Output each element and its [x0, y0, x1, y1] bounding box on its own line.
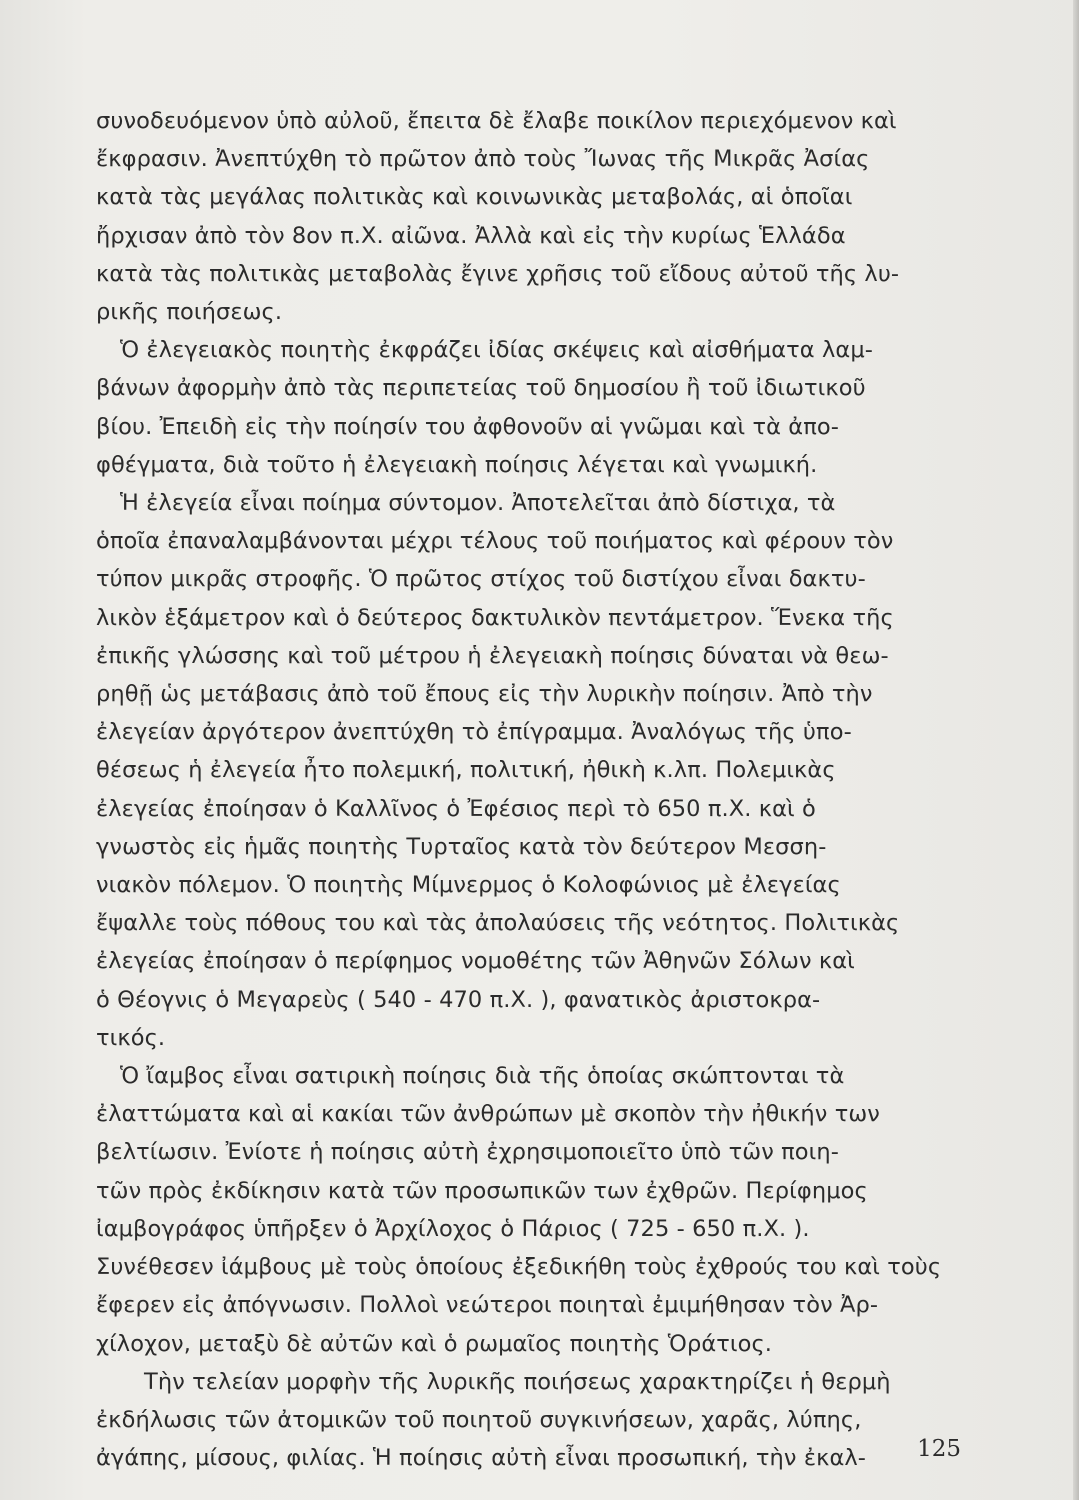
paragraph-1 — [96, 102, 958, 331]
body-text — [96, 102, 958, 1477]
text-line: ἔφερεν εἰς ἀπόγνωσιν. Πολλοὶ νεώτεροι ποιηταὶ ἐμιμήθησαν τὸν Ἀρ- — [96, 1292, 879, 1319]
text-line: ὁ Θέογνις ὁ Μεγαρεὺς ( 540 - 470 π.Χ. ), φανατικὸς ἀριστοκρα- — [96, 986, 821, 1013]
paragraph-4 — [96, 1057, 958, 1363]
text-line: Ὁ ἐλεγειακὸς ποιητὴς ἐκφράζει ἰδίας σκέψεις καὶ αἰσθήματα λαμ- — [120, 337, 873, 364]
text-line: ἐπικῆς γλώσσης καὶ τοῦ μέτρου ἡ ἐλεγειακὴ ποίησις δύναται νὰ θεω- — [96, 642, 889, 669]
page-edge-shadow — [1073, 0, 1079, 1500]
paragraph-2 — [96, 331, 958, 484]
text-line: τύπον μικρᾶς στροφῆς. Ὁ πρῶτος στίχος τοῦ διστίχου εἶναι δακτυ- — [96, 566, 866, 593]
text-line: γνωστὸς εἰς ἡμᾶς ποιητὴς Τυρταῖος κατὰ τὸν δεύτερον Μεσση- — [96, 833, 827, 860]
text-line: κατὰ τὰς μεγάλας πολιτικὰς καὶ κοινωνικὰς μεταβολάς, αἱ ὁποῖαι — [96, 184, 853, 211]
text-line: βίου. Ἐπειδὴ εἰς τὴν ποίησίν του ἀφθονοῦν αἱ γνῶμαι καὶ τὰ ἀπο- — [96, 413, 839, 440]
page-number: 125 — [917, 1436, 961, 1462]
text-line: ἐλεγείας ἐποίησαν ὁ περίφημος νομοθέτης τῶν Ἀθηνῶν Σόλων καὶ — [96, 948, 855, 975]
text-line: συνοδευόμενον ὑπὸ αὐλοῦ, ἔπειτα δὲ ἔλαβε ποικίλον περιεχόμενον καὶ — [96, 108, 897, 134]
text-line: Ἡ ἐλεγεία εἶναι ποίημα σύντομον. Ἀποτελεῖται ἀπὸ δίστιχα, τὰ — [120, 490, 836, 517]
text-line: Ὁ ἴαμβος εἶναι σατιρικὴ ποίησις διὰ τῆς ὁποίας σκώπτονται τὰ — [120, 1063, 845, 1090]
text-line: ἰαμβογράφος ὑπῆρξεν ὁ Ἀρχίλοχος ὁ Πάριος ( 725 - 650 π.Χ. ). — [96, 1215, 810, 1242]
text-line: ἐλαττώματα καὶ αἱ κακίαι τῶν ἀνθρώπων μὲ σκοπὸν τὴν ἠθικήν των — [96, 1101, 880, 1128]
text-line: ἀγάπης, μίσους, φιλίας. Ἡ ποίησις αὐτὴ εἶναι προσωπική, τὴν ἐκαλ- — [96, 1445, 867, 1472]
text-line: λικὸν ἑξάμετρον καὶ ὁ δεύτερος δακτυλικὸν πεντάμετρον. Ἕνεκα τῆς — [96, 604, 894, 631]
text-line: ἐλεγείαν ἀργότερον ἀνεπτύχθη τὸ ἐπίγραμμα. Ἀναλόγως τῆς ὑπο- — [96, 719, 852, 746]
text-line: βελτίωσιν. Ἐνίοτε ἡ ποίησις αὐτὴ ἐχρησιμοποιεῖτο ὑπὸ τῶν ποιη- — [96, 1139, 839, 1166]
text-line: θέσεως ἡ ἐλεγεία ἦτο πολεμική, πολιτική, ἠθικὴ κ.λπ. Πολεμικὰς — [96, 757, 836, 784]
text-line: ἤρχισαν ἀπὸ τὸν 8ον π.Χ. αἰῶνα. Ἀλλὰ καὶ εἰς τὴν κυρίως Ἑλλάδα — [96, 222, 846, 249]
text-line: βάνων ἀφορμὴν ἀπὸ τὰς περιπετείας τοῦ δημοσίου ἢ τοῦ ἰδιωτικοῦ — [96, 375, 866, 402]
text-line: ἔψαλλε τοὺς πόθους του καὶ τὰς ἀπολαύσεις τῆς νεότητος. Πολιτικὰς — [96, 910, 900, 937]
paragraph-5 — [96, 1363, 958, 1478]
text-line: ἐκδήλωσις τῶν ἀτομικῶν τοῦ ποιητοῦ συγκινήσεων, χαρᾶς, λύπης, — [96, 1406, 862, 1433]
text-line: Τὴν τελείαν μορφὴν τῆς λυρικῆς ποιήσεως χαρακτηρίζει ἡ θερμὴ — [144, 1368, 891, 1395]
text-line: νιακὸν πόλεμον. Ὁ ποιητὴς Μίμνερμος ὁ Κολοφώνιος μὲ ἐλεγείας — [96, 872, 841, 899]
text-line: τικός. — [96, 1024, 166, 1051]
paragraph-3 — [96, 484, 958, 1057]
text-line: ἔκφρασιν. Ἀνεπτύχθη τὸ πρῶτον ἀπὸ τοὺς Ἴωνας τῆς Μικρᾶς Ἀσίας — [96, 146, 870, 173]
text-line: ρικῆς ποιήσεως. — [96, 299, 283, 326]
text-line: ἐλεγείας ἐποίησαν ὁ Καλλῖνος ὁ Ἐφέσιος περὶ τὸ 650 π.Χ. καὶ ὁ — [96, 795, 816, 822]
text-line: φθέγματα, διὰ τοῦτο ἡ ἐλεγειακὴ ποίησις λέγεται καὶ γνωμική. — [96, 451, 818, 478]
text-line: χίλοχον, μεταξὺ δὲ αὐτῶν καὶ ὁ ρωμαῖος ποιητὴς Ὁράτιος. — [96, 1330, 773, 1357]
text-line: κατὰ τὰς πολιτικὰς μεταβολὰς ἔγινε χρῆσις τοῦ εἴδους αὐτοῦ τῆς λυ- — [96, 260, 900, 287]
text-line: ρηθῇ ὡς μετάβασις ἀπὸ τοῦ ἔπους εἰς τὴν λυρικὴν ποίησιν. Ἀπὸ τὴν — [96, 681, 873, 708]
text-line: Συνέθεσεν ἰάμβους μὲ τοὺς ὁποίους ἐξεδικήθη τοὺς ἐχθρούς του καὶ τοὺς — [96, 1254, 942, 1281]
text-line: ὁποῖα ἐπαναλαμβάνονται μέχρι τέλους τοῦ ποιήματος καὶ φέρουν τὸν — [96, 528, 894, 555]
text-line: τῶν πρὸς ἐκδίκησιν κατὰ τῶν προσωπικῶν των ἐχθρῶν. Περίφημος — [96, 1177, 868, 1204]
